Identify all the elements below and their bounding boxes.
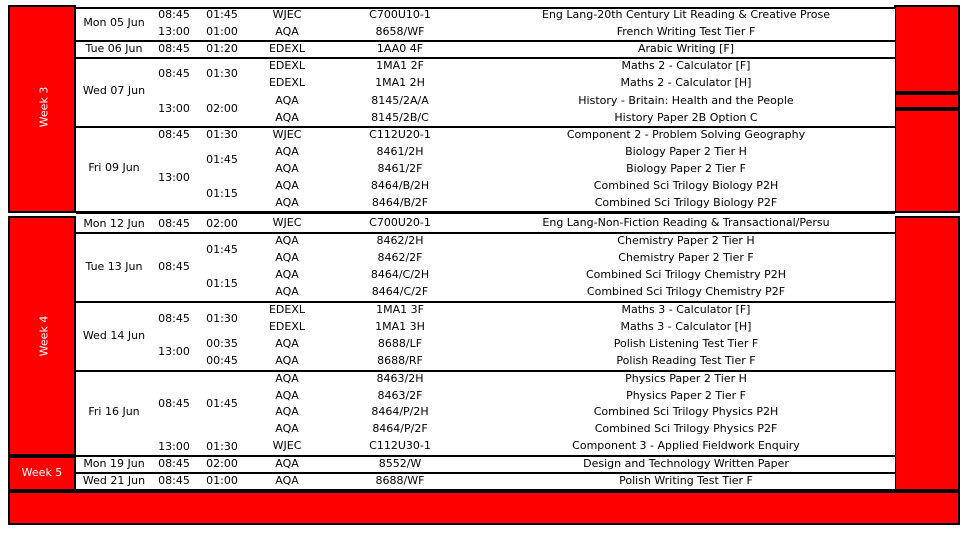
board-cell: AQA (275, 179, 299, 192)
start-time-cell: 08:45 (158, 128, 190, 141)
timetable-table (76, 7, 895, 491)
paper-title-cell: Combined Sci Trilogy Chemistry P2F (586, 285, 786, 298)
duration-cell: 01:00 (206, 474, 238, 487)
board-cell: AQA (275, 285, 299, 298)
right-band-4 (894, 216, 960, 491)
paper-code-cell: 8462/2H (376, 234, 424, 247)
paper-code-cell: 8464/B/2F (371, 196, 429, 209)
board-cell: EDEXL (268, 303, 306, 316)
duration-cell: 02:00 (206, 217, 238, 230)
duration-cell: 01:30 (206, 128, 238, 141)
board-cell: AQA (275, 251, 299, 264)
paper-code-cell: 1AA0 4F (376, 42, 424, 55)
start-time-cell: 08:45 (158, 397, 190, 410)
duration-cell: 02:00 (206, 102, 238, 115)
paper-code-cell: 8552/W (378, 457, 422, 470)
paper-title-cell: Maths 2 - Calculator [H] (620, 76, 752, 89)
board-cell: AQA (275, 162, 299, 175)
paper-title-cell: Combined Sci Trilogy Physics P2F (594, 422, 778, 435)
footer-band (8, 491, 960, 525)
board-cell: AQA (275, 25, 299, 38)
paper-code-cell: C700U20-1 (369, 216, 431, 229)
paper-title-cell: Chemistry Paper 2 Tier H (617, 234, 755, 247)
board-cell: AQA (275, 234, 299, 247)
board-cell: AQA (275, 474, 299, 487)
start-time-cell: 08:45 (158, 8, 190, 21)
right-band-2 (894, 93, 960, 109)
start-time-cell: 08:45 (158, 67, 190, 80)
paper-code-cell: 8461/2H (376, 145, 424, 158)
date-cell: Mon 12 Jun (83, 217, 145, 230)
paper-title-cell: French Writing Test Tier F (616, 25, 756, 38)
paper-code-cell: 8461/2F (377, 162, 423, 175)
board-cell: AQA (275, 111, 299, 124)
paper-code-cell: 1MA1 2F (376, 59, 424, 72)
table-rule (76, 232, 895, 234)
board-cell: WJEC (272, 128, 302, 141)
table-rule (76, 57, 895, 59)
paper-title-cell: Polish Reading Test Tier F (616, 354, 756, 367)
date-cell: Mon 05 Jun (83, 16, 145, 29)
start-time-cell: 13:00 (158, 345, 190, 358)
table-rule (76, 370, 895, 372)
paper-title-cell: Chemistry Paper 2 Tier F (618, 251, 754, 264)
board-cell: AQA (275, 372, 299, 385)
duration-cell: 02:00 (206, 457, 238, 470)
paper-code-cell: 8145/2B/C (371, 111, 429, 124)
board-cell: AQA (275, 196, 299, 209)
paper-code-cell: 1MA1 3H (375, 320, 425, 333)
date-cell: Wed 07 Jun (82, 84, 146, 97)
date-cell: Wed 14 Jun (82, 329, 146, 342)
board-cell: AQA (275, 94, 299, 107)
duration-cell: 01:30 (206, 440, 238, 453)
paper-title-cell: Combined Sci Trilogy Biology P2H (593, 179, 779, 192)
paper-code-cell: 1MA1 2H (375, 76, 425, 89)
paper-title-cell: Maths 2 - Calculator [F] (621, 59, 751, 72)
board-cell: AQA (275, 268, 299, 281)
right-band-3 (894, 109, 960, 213)
start-time-cell: 13:00 (158, 102, 190, 115)
table-rule (76, 301, 895, 303)
paper-title-cell: Maths 3 - Calculator [H] (620, 320, 752, 333)
right-band-1 (894, 5, 960, 93)
duration-cell: 01:00 (206, 25, 238, 38)
start-time-cell: 13:00 (158, 171, 190, 184)
duration-cell: 01:45 (206, 243, 238, 256)
start-time-cell: 13:00 (158, 440, 190, 453)
paper-title-cell: Combined Sci Trilogy Physics P2H (593, 405, 779, 418)
board-cell: EDEXL (268, 42, 306, 55)
paper-title-cell: Biology Paper 2 Tier F (626, 162, 746, 175)
date-cell: Tue 13 Jun (85, 260, 143, 273)
date-cell: Fri 09 Jun (88, 161, 140, 174)
paper-title-cell: Combined Sci Trilogy Biology P2F (594, 196, 778, 209)
duration-cell: 01:15 (206, 187, 238, 200)
duration-cell: 00:35 (206, 337, 238, 350)
paper-title-cell: Polish Listening Test Tier F (613, 337, 759, 350)
paper-code-cell: 8464/C/2F (371, 285, 429, 298)
paper-code-cell: C112U30-1 (369, 439, 431, 452)
paper-code-cell: 8464/P/2F (372, 422, 428, 435)
board-cell: EDEXL (268, 59, 306, 72)
board-cell: AQA (275, 389, 299, 402)
duration-cell: 01:45 (206, 8, 238, 21)
duration-cell: 01:20 (206, 42, 238, 55)
paper-code-cell: 8464/B/2H (370, 179, 430, 192)
paper-title-cell: History - Britain: Health and the People (578, 94, 794, 107)
board-cell: AQA (275, 405, 299, 418)
start-time-cell: 08:45 (158, 474, 190, 487)
duration-cell: 01:30 (206, 312, 238, 325)
paper-code-cell: 8464/P/2H (371, 405, 429, 418)
date-cell: Wed 21 Jun (82, 474, 146, 487)
start-time-cell: 08:45 (158, 260, 190, 273)
paper-code-cell: 8464/C/2H (370, 268, 430, 281)
date-cell: Tue 06 Jun (85, 42, 143, 55)
duration-cell: 01:45 (206, 397, 238, 410)
table-rule (76, 211, 895, 214)
week-5-band (8, 456, 76, 491)
duration-cell: 00:45 (206, 354, 238, 367)
paper-title-cell: Maths 3 - Calculator [F] (621, 303, 751, 316)
date-cell: Mon 19 Jun (83, 457, 145, 470)
paper-code-cell: 8688/LF (377, 337, 423, 350)
board-cell: WJEC (272, 216, 302, 229)
paper-title-cell: History Paper 2B Option C (614, 111, 758, 124)
duration-cell: 01:30 (206, 67, 238, 80)
board-cell: AQA (275, 422, 299, 435)
board-cell: WJEC (272, 8, 302, 21)
paper-title-cell: Eng Lang-Non-Fiction Reading & Transactional/Persu (542, 216, 830, 229)
paper-title-cell: Component 2 - Problem Solving Geography (566, 128, 806, 141)
paper-code-cell: C700U10-1 (369, 8, 431, 21)
start-time-cell: 08:45 (158, 217, 190, 230)
week-5-label: Week 5 (21, 466, 63, 479)
board-cell: AQA (275, 354, 299, 367)
week-3-label: Week 3 (37, 86, 51, 128)
board-cell: AQA (275, 337, 299, 350)
duration-cell: 01:15 (206, 277, 238, 290)
paper-title-cell: Combined Sci Trilogy Chemistry P2H (585, 268, 787, 281)
paper-title-cell: Polish Writing Test Tier F (619, 474, 753, 487)
week-4-band (8, 216, 76, 456)
duration-cell: 01:45 (206, 153, 238, 166)
board-cell: AQA (275, 457, 299, 470)
paper-code-cell: C112U20-1 (369, 128, 431, 141)
paper-code-cell: 8688/RF (377, 354, 423, 367)
paper-code-cell: 8658/WF (375, 25, 425, 38)
table-rule (76, 472, 895, 474)
start-time-cell: 13:00 (158, 25, 190, 38)
start-time-cell: 08:45 (158, 312, 190, 325)
paper-code-cell: 8688/WF (375, 474, 425, 487)
table-rule (76, 40, 895, 42)
table-rule (76, 489, 895, 491)
board-cell: WJEC (272, 439, 302, 452)
paper-title-cell: Arabic Writing [F] (637, 42, 735, 55)
paper-code-cell: 8462/2F (377, 251, 423, 264)
board-cell: AQA (275, 145, 299, 158)
start-time-cell: 08:45 (158, 42, 190, 55)
paper-title-cell: Design and Technology Written Paper (583, 457, 789, 470)
paper-title-cell: Eng Lang-20th Century Lit Reading & Creative Prose (542, 8, 830, 21)
date-cell: Fri 16 Jun (88, 405, 140, 418)
week-4-label: Week 4 (37, 315, 51, 357)
paper-title-cell: Physics Paper 2 Tier H (625, 372, 747, 385)
paper-code-cell: 1MA1 3F (376, 303, 424, 316)
start-time-cell: 08:45 (158, 457, 190, 470)
paper-code-cell: 8463/2F (377, 389, 423, 402)
paper-title-cell: Component 3 - Applied Fieldwork Enquiry (572, 439, 800, 452)
paper-code-cell: 8463/2H (376, 372, 424, 385)
board-cell: EDEXL (268, 76, 306, 89)
paper-title-cell: Physics Paper 2 Tier F (626, 389, 746, 402)
paper-code-cell: 8145/2A/A (371, 94, 429, 107)
week-3-band (8, 5, 76, 213)
board-cell: EDEXL (268, 320, 306, 333)
paper-title-cell: Biology Paper 2 Tier H (625, 145, 747, 158)
